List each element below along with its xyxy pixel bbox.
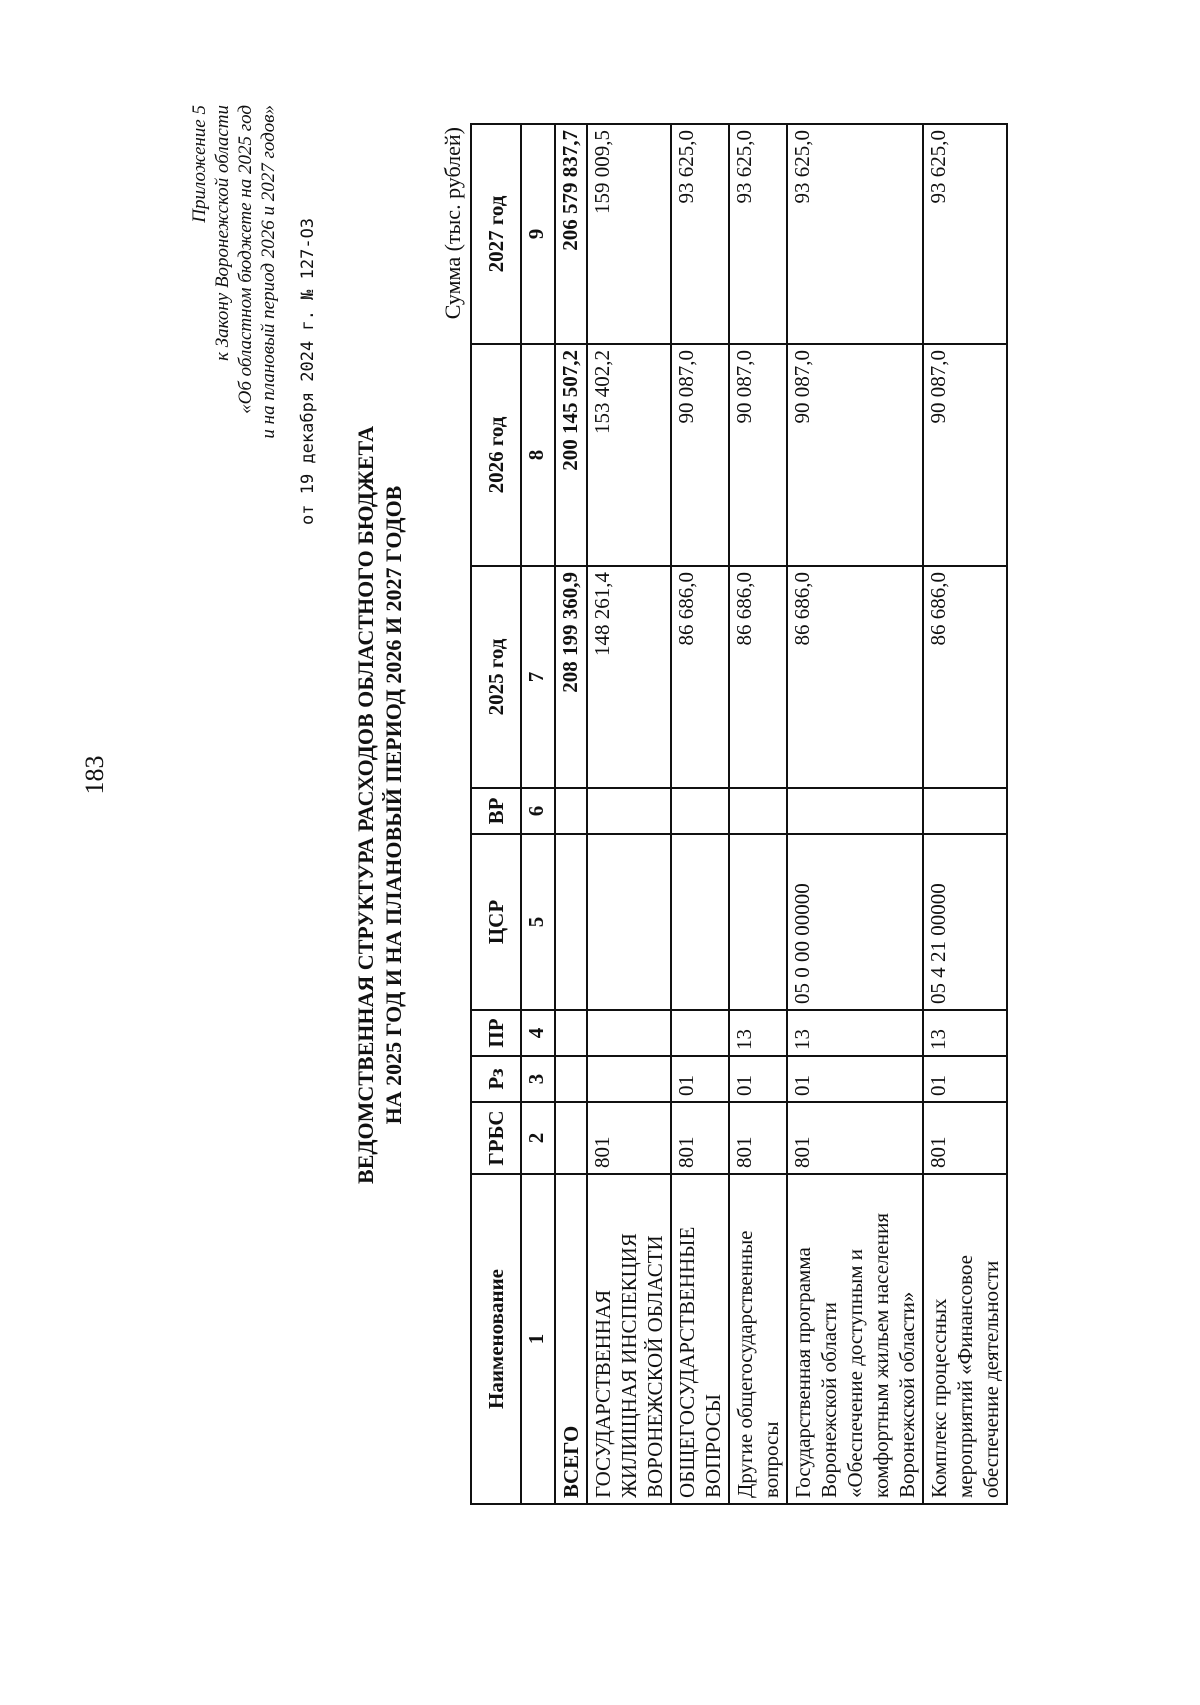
csr-cell: 05 0 00 00000 (787, 834, 923, 1010)
header-cell: ПР (471, 1010, 521, 1056)
amount-2026: 90 087,0 (787, 344, 923, 566)
appendix-line: Приложение 5 (189, 105, 210, 223)
title-line: НА 2025 ГОД И НА ПЛАНОВЫЙ ПЕРИОД 2026 И 2027 ГОДОВ (381, 485, 406, 1125)
amount-2027: 93 625,0 (671, 124, 729, 344)
column-number: 7 (521, 566, 555, 788)
header-cell: 2027 год (471, 124, 521, 344)
grbs-cell: 801 (671, 1102, 729, 1174)
amount-2025: 208 199 360,9 (555, 566, 587, 788)
document-title (352, 305, 408, 1305)
row-name: Другие общегосударственные вопросы (729, 1174, 787, 1504)
table-row (787, 124, 923, 1504)
grbs-cell (555, 1102, 587, 1174)
column-number-row (521, 124, 555, 1504)
rz-cell (587, 1056, 671, 1102)
rz-cell: 01 (787, 1056, 923, 1102)
amount-2026: 200 145 507,2 (555, 344, 587, 566)
vr-cell (587, 788, 671, 834)
grbs-cell: 801 (923, 1102, 1007, 1174)
title-line: ВЕДОМСТВЕННАЯ СТРУКТУРА РАСХОДОВ ОБЛАСТНОГО БЮДЖЕТА (353, 426, 378, 1184)
appendix-reference (188, 105, 280, 505)
page-number: 183 (80, 755, 109, 795)
vr-cell (729, 788, 787, 834)
grbs-cell: 801 (787, 1102, 923, 1174)
vr-cell (923, 788, 1007, 834)
pr-cell (587, 1010, 671, 1056)
appendix-line: к Закону Воронежской области (212, 105, 233, 361)
header-row (471, 124, 521, 1504)
appendix-line: «Об областном бюджете на 2025 год (235, 105, 256, 414)
csr-cell (729, 834, 787, 1010)
pr-cell (555, 1010, 587, 1056)
header-cell: 2026 год (471, 344, 521, 566)
grbs-cell: 801 (729, 1102, 787, 1174)
column-number: 6 (521, 788, 555, 834)
column-number: 5 (521, 834, 555, 1010)
row-name: Комплекс процессных мероприятий «Финансовое обеспечение деятельности (923, 1174, 1007, 1504)
row-name: ОБЩЕГОСУДАРСТВЕННЫЕ ВОПРОСЫ (671, 1174, 729, 1504)
column-number: 3 (521, 1056, 555, 1102)
amount-2025: 86 686,0 (671, 566, 729, 788)
amount-2026: 90 087,0 (923, 344, 1007, 566)
csr-cell (587, 834, 671, 1010)
amount-2025: 86 686,0 (787, 566, 923, 788)
column-number: 1 (521, 1174, 555, 1504)
table-row (587, 124, 671, 1504)
column-number: 2 (521, 1102, 555, 1174)
vr-cell (787, 788, 923, 834)
row-name: Государственная программа Воронежской области «Обеспечение доступным и комфортным жильем населения Воронежской области» (787, 1174, 923, 1504)
grbs-cell: 801 (587, 1102, 671, 1174)
rz-cell: 01 (729, 1056, 787, 1102)
rz-cell (555, 1056, 587, 1102)
rz-cell: 01 (923, 1056, 1007, 1102)
table-row-total (555, 124, 587, 1504)
amount-2027: 159 009,5 (587, 124, 671, 344)
amount-2026: 90 087,0 (671, 344, 729, 566)
amount-2026: 153 402,2 (587, 344, 671, 566)
amount-2025: 86 686,0 (923, 566, 1007, 788)
appendix-line: и на плановый период 2026 и 2027 годов» (258, 105, 279, 439)
column-number: 9 (521, 124, 555, 344)
amount-2026: 90 087,0 (729, 344, 787, 566)
table-row (729, 124, 787, 1504)
amount-2027: 93 625,0 (923, 124, 1007, 344)
column-number: 8 (521, 344, 555, 566)
header-cell: Рз (471, 1056, 521, 1102)
header-cell: 2025 год (471, 566, 521, 788)
amount-2025: 86 686,0 (729, 566, 787, 788)
law-date-number: от 19 декабря 2024 г. № 127-ОЗ (298, 217, 318, 525)
amount-2027: 93 625,0 (787, 124, 923, 344)
vr-cell (671, 788, 729, 834)
vr-cell (555, 788, 587, 834)
csr-cell (671, 834, 729, 1010)
pr-cell: 13 (787, 1010, 923, 1056)
header-cell: Наименование (471, 1174, 521, 1504)
pr-cell: 13 (923, 1010, 1007, 1056)
header-cell: ВР (471, 788, 521, 834)
header-cell: ЦСР (471, 834, 521, 1010)
header-cell: ГРБС (471, 1102, 521, 1174)
table-row (923, 124, 1007, 1504)
units-note: Сумма (тыс. рублей) (440, 127, 465, 320)
expenditure-table (470, 123, 1008, 1505)
amount-2027: 206 579 837,7 (555, 124, 587, 344)
rz-cell: 01 (671, 1056, 729, 1102)
row-name: ГОСУДАРСТВЕННАЯ ЖИЛИЩНАЯ ИНСПЕКЦИЯ ВОРОНЕЖСКОЙ ОБЛАСТИ (587, 1174, 671, 1504)
amount-2027: 93 625,0 (729, 124, 787, 344)
csr-cell (555, 834, 587, 1010)
pr-cell: 13 (729, 1010, 787, 1056)
amount-2025: 148 261,4 (587, 566, 671, 788)
pr-cell (671, 1010, 729, 1056)
row-name: ВСЕГО (555, 1174, 587, 1504)
column-number: 4 (521, 1010, 555, 1056)
csr-cell: 05 4 21 00000 (923, 834, 1007, 1010)
table-row (671, 124, 729, 1504)
